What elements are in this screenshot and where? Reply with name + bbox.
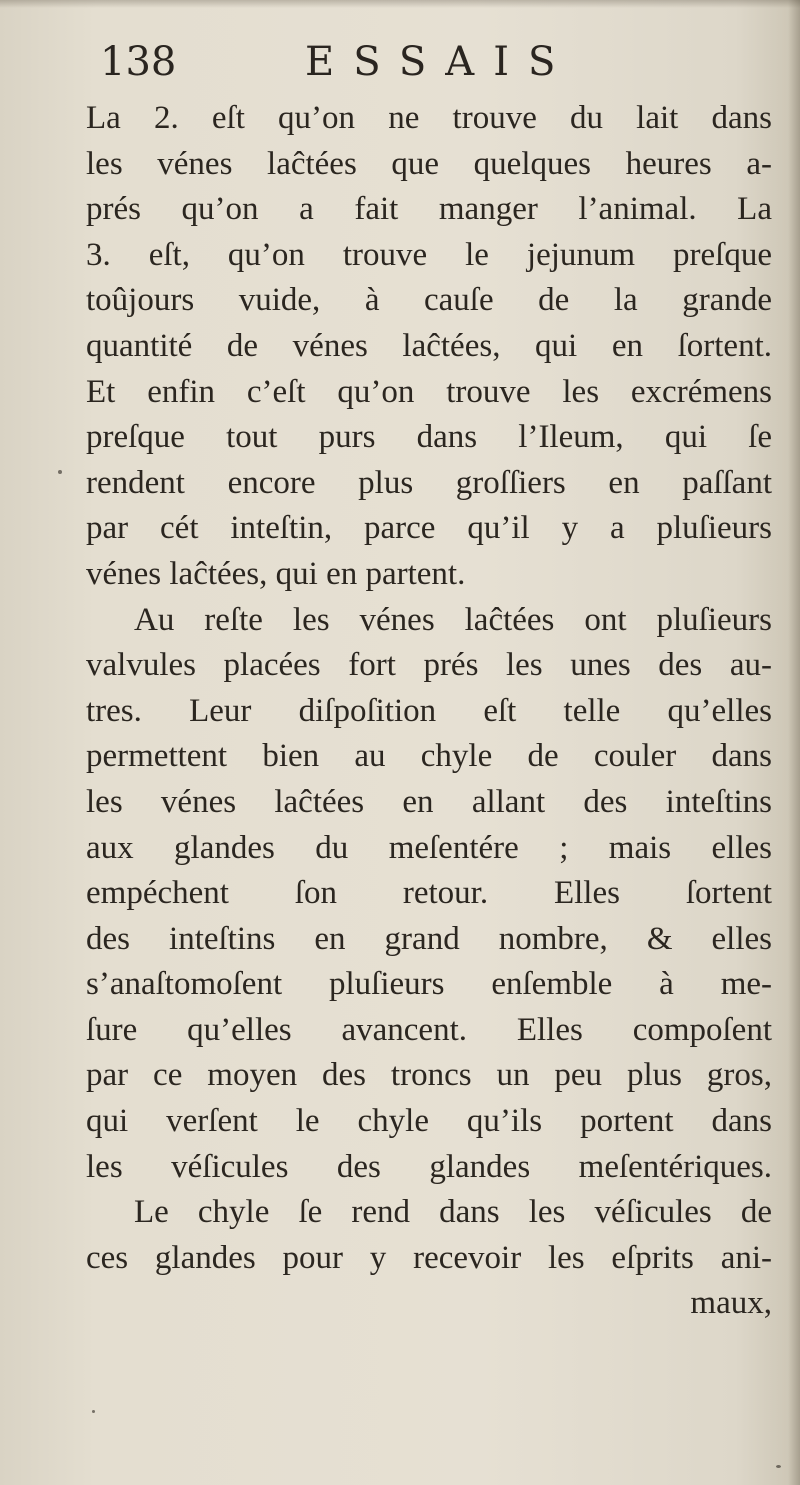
- page-header: [100, 34, 600, 90]
- running-title: ESSAIS: [305, 39, 575, 85]
- text-line: les vénes laĉtées en allant des inteſtins: [86, 783, 772, 820]
- print-speck: [92, 1410, 95, 1413]
- catchword: maux,: [690, 1285, 772, 1322]
- text-line: 3. eſt, qu’on trouve le jejunum preſque: [86, 236, 772, 273]
- text-line: par cét inteſtin, parce qu’il y a pluſieurs: [86, 510, 772, 547]
- text-line: quantité de vénes laĉtées, qui en ſortent.: [86, 327, 772, 364]
- text-line: prés qu’on a fait manger l’animal. La: [86, 191, 772, 228]
- text-line: par ce moyen des troncs un peu plus gros,: [86, 1057, 772, 1094]
- print-speck: [58, 470, 62, 474]
- text-line: permettent bien au chyle de couler dans: [86, 738, 772, 775]
- page-number: 138: [100, 39, 177, 85]
- text-line: Le chyle ſe rend dans les véſicules de: [134, 1194, 772, 1231]
- text-line: les véſicules des glandes meſentériques.: [86, 1148, 772, 1185]
- text-line: valvules placées fort prés les unes des au-: [86, 647, 772, 684]
- page-top-shadow: [0, 0, 800, 8]
- text-line: s’anaſtomoſent pluſieurs enſemble à me-: [86, 966, 772, 1003]
- text-line: Et enfin c’eſt qu’on trouve les excrémens: [86, 373, 772, 410]
- text-line: rendent encore plus groſſiers en paſſant: [86, 464, 772, 501]
- body-text: [86, 96, 772, 1327]
- text-line: ces glandes pour y recevoir les eſprits ani-: [86, 1239, 772, 1276]
- text-line: tres. Leur diſpoſition eſt telle qu’elles: [86, 692, 772, 729]
- print-speck: [776, 1465, 781, 1468]
- page-edge-shadow: [788, 0, 800, 1485]
- text-line: empéchent ſon retour. Elles ſortent: [86, 875, 772, 912]
- text-line: La 2. eſt qu’on ne trouve du lait dans: [86, 100, 772, 136]
- text-line: vénes laĉtées, qui en partent.: [86, 555, 466, 592]
- text-line: des inteſtins en grand nombre, & elles: [86, 920, 772, 957]
- text-line: les vénes laĉtées que quelques heures a-: [86, 145, 772, 182]
- text-line: ſure qu’elles avancent. Elles compoſent: [86, 1011, 772, 1048]
- text-line: Au reſte les vénes laĉtées ont pluſieurs: [134, 601, 772, 638]
- text-line: aux glandes du meſentére ; mais elles: [86, 829, 772, 866]
- text-line: preſque tout purs dans l’Ileum, qui ſe: [86, 419, 772, 456]
- text-line: qui verſent le chyle qu’ils portent dans: [86, 1103, 772, 1140]
- text-line: toûjours vuide, à cauſe de la grande: [86, 282, 772, 319]
